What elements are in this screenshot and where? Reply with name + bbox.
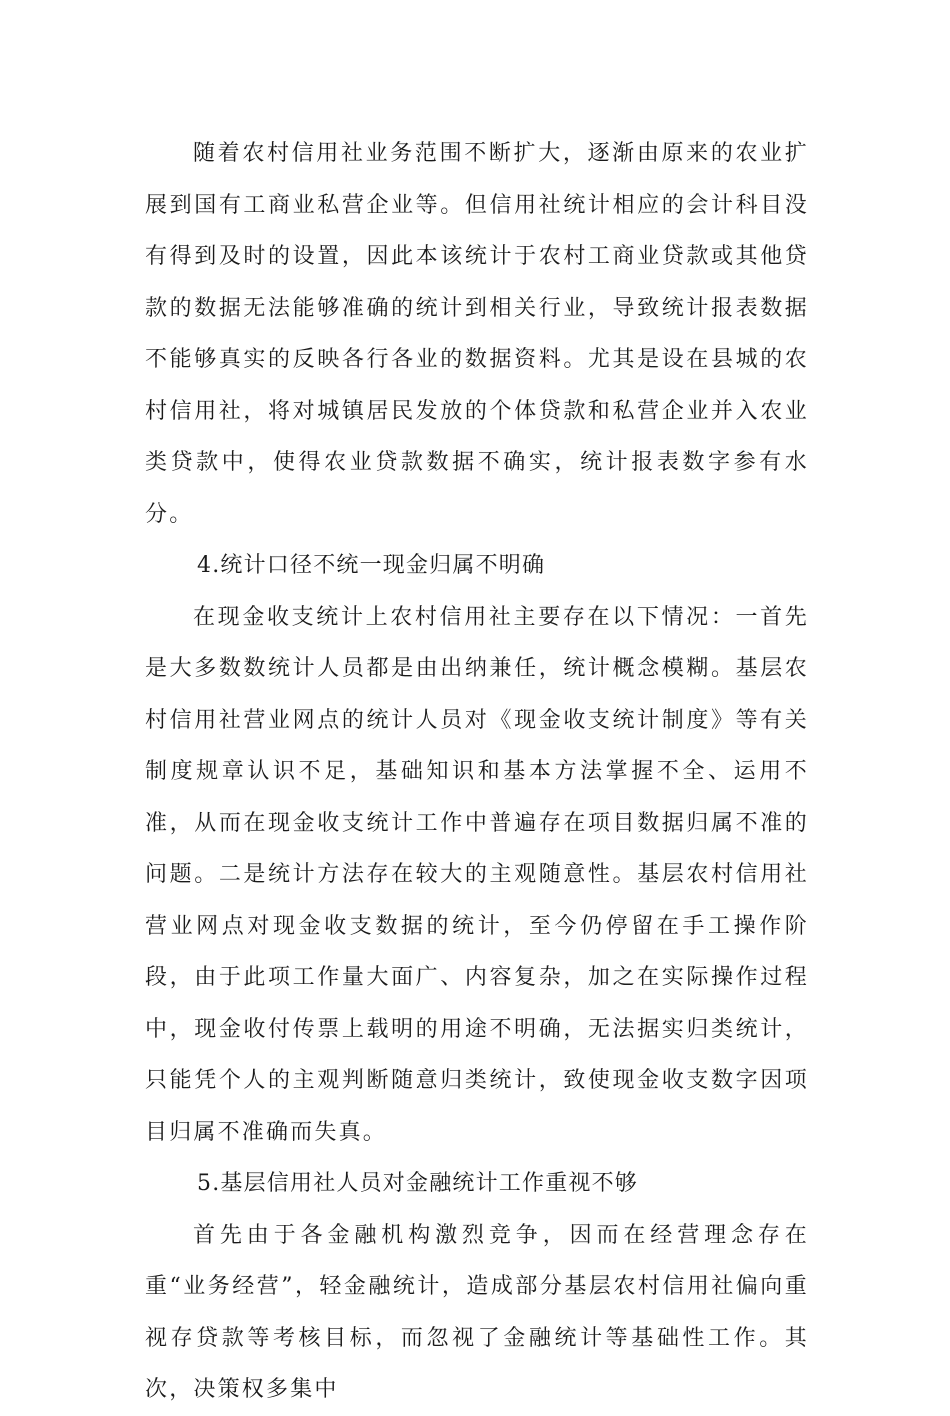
paragraph-cash-statistics: 在现金收支统计上农村信用社主要存在以下情况：一首先是大多数数统计人员都是由出纳兼任，统计概念模糊。基层农村信用社营业网点的统计人员对《现金收支统计制度》等有关制度规章认识不足，基础知识和基本方法掌握不全、运用不准，从而在现金收支统计工作中普遍存在项目数据归属不准的问题。二是统计方法存在较大的主观随意性。基层农村信用社营业网点对现金收支数据的统计，至今仍停留在手工操作阶段，由于此项工作量大面广、内容复杂，加之在实际操作过程中，现金收付传票上载明的用途不明确，无法据实归类统计，只能凭个人的主观判断随意归类统计，致使现金收支数字因项目归属不准确而失真。 [145, 604, 809, 1145]
section-heading-4: 4.统计口径不统一现金归属不明确 [197, 553, 546, 578]
paragraph-business-scope: 随着农村信用社业务范围不断扩大，逐渐由原来的农业扩展到国有工商业私营企业等。但信用社统计相应的会计科目没有得到及时的设置，因此本该统计于农村工商业贷款或其他贷款的数据无法能够准确的统计到相关行业，导致统计报表数据不能够真实的反映各行各业的数据资料。尤其是设在县城的农村信用社，将对城镇居民发放的个体贷款和私营企业并入农业类贷款中，使得农业贷款数据不确实，统计报表数字参有水分。 [145, 141, 809, 527]
paragraph-staff-attention: 首先由于各金融机构激烈竞争，因而在经营理念存在重“业务经营”，轻金融统计，造成部分基层农村信用社偏向重视存贷款等考核目标，而忽视了金融统计等基础性工作。其次，决策权多集中 [145, 1222, 809, 1402]
document-body [145, 128, 809, 1416]
section-heading-5: 5.基层信用社人员对金融统计工作重视不够 [197, 1171, 638, 1196]
